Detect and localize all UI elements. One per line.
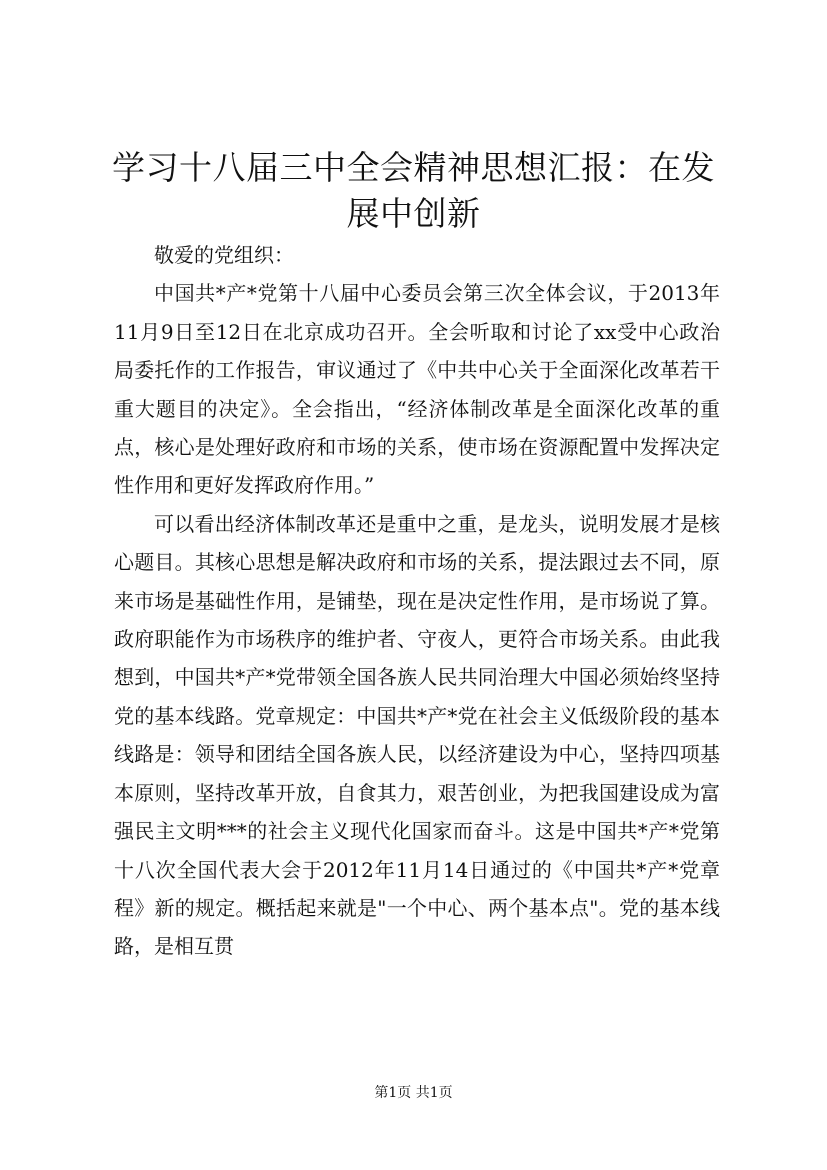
salutation: 敬爱的党组织： [154, 243, 294, 267]
document-body [114, 236, 720, 966]
page-footer: 第1页 共1页 [374, 1085, 453, 1101]
paragraph-2: 可以看出经济体制改革还是重中之重，是龙头，说明发展才是核心题目。其核心思想是解决政府和市场的关系，提法跟过去不同，原来市场是基础性作用，是铺垫，现在是决定性作用，是市场说了算。政府职能作为市场秩序的维护者、守夜人，更符合市场关系。由此我想到，中国共*产*党带领全国各族人民共同治理大中国必须始终坚持党的基本线路。党章规定：中国共*产*党在社会主义低级阶段的基本线路是：领导和团结全国各族人民，以经济建设为中心，坚持四项基本原则，坚持改革开放，自食其力，艰苦创业，为把我国建设成为富强民主文明***的社会主义现代化国家而奋斗。这是中国共*产*党第十八次全国代表大会于2012年11月14日通过的《中国共*产*党章程》新的规定。概括起来就是"一个中心、两个基本点"。党的基本线路，是相互贯 [114, 511, 720, 959]
paragraph-1: 中国共*产*党第十八届中心委员会第三次全体会议，于2013年11月9日至12日在北京成功召开。全会听取和讨论了xx受中心政治局委托作的工作报告，审议通过了《中共中心关于全面深化改革若干重大题目的决定》。全会指出，“经济体制改革是全面深化改革的重点，核心是处理好政府和市场的关系，使市场在资源配置中发挥决定性作用和更好发挥政府作用。” [114, 281, 720, 498]
document-title: 学习十八届三中全会精神思想汇报：在发展中创新 [112, 148, 715, 233]
